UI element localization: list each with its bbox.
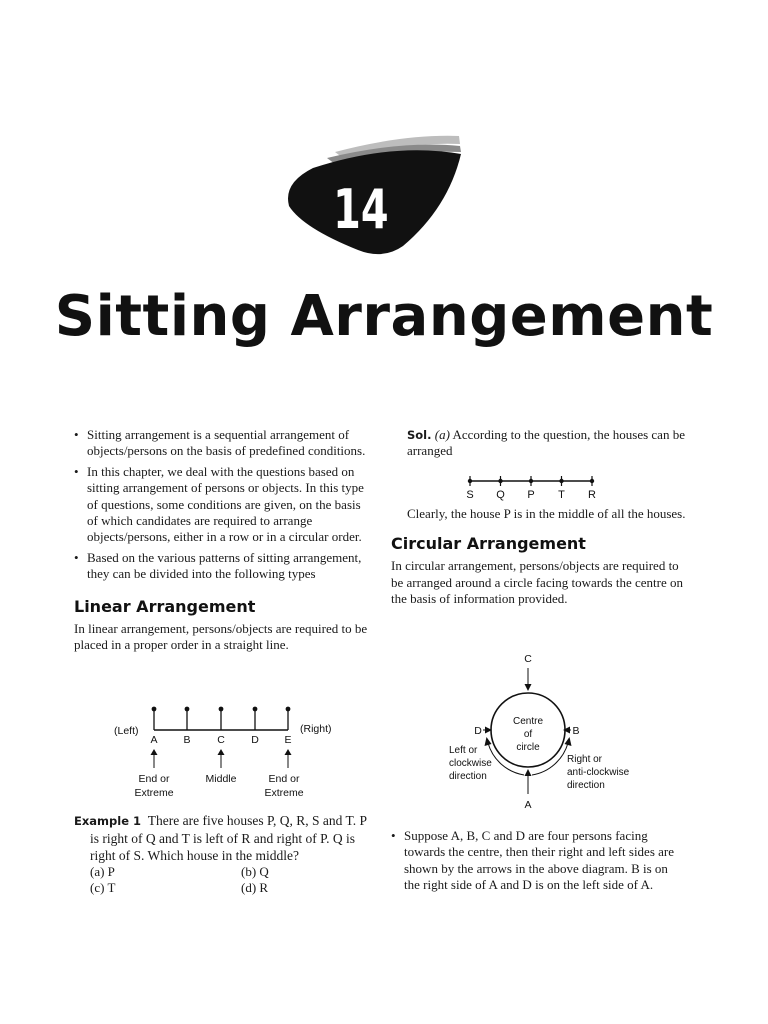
example-label: Example 1 <box>74 814 141 828</box>
order-label: R <box>588 489 596 501</box>
right-dir-line2: anti-clockwise <box>567 767 630 778</box>
solution-answer: (a) <box>434 427 450 442</box>
end-right-line2: Extreme <box>264 787 304 799</box>
intro-bullets <box>74 427 374 583</box>
pos-right: B <box>572 725 580 737</box>
middle-label: Middle <box>205 773 237 785</box>
tick <box>468 476 472 486</box>
pos-top: C <box>524 653 532 665</box>
tick <box>253 707 258 730</box>
circular-note-bullet: • Suppose A, B, C and D are four persons facing towards the centre, then their right and left sides are shown by the arrows in the above diagram. B is on the right side of A and D is on the left side of A. <box>391 828 683 894</box>
end-left-line1: End or <box>138 773 170 785</box>
option: (d) R <box>241 880 269 895</box>
circular-text: In circular arrangement, persons/objects are required to be arranged around a circle facing towards the centre on the basis of information provided. <box>391 558 683 607</box>
up-arrow <box>285 749 292 768</box>
order-label: T <box>558 489 565 501</box>
tick <box>185 707 190 730</box>
intro-bullet: • In this chapter, we deal with the questions based on sitting arrangement of persons or objects. In this type of questions, some conditions are given, on the basis of which candidates are required to arrange objects/persons, either in a row or in a circular order. <box>74 464 374 546</box>
tick <box>286 707 291 730</box>
tick <box>590 476 594 486</box>
point-label: C <box>217 734 225 746</box>
linear-heading: Linear Arrangement <box>74 596 256 616</box>
left-column <box>74 427 374 653</box>
right-column <box>391 427 691 607</box>
tick <box>152 707 157 730</box>
order-label: P <box>527 489 535 501</box>
left-dir-line3: direction <box>449 771 487 782</box>
example-question <box>74 812 374 864</box>
arrow-from-top <box>525 668 532 691</box>
point-label: B <box>183 734 191 746</box>
centre-line2: of <box>523 729 533 740</box>
right-dir-line3: direction <box>567 780 605 791</box>
right-label: (Right) <box>300 723 332 735</box>
end-left-line2: Extreme <box>134 787 174 799</box>
tick <box>219 707 224 730</box>
up-arrow <box>151 749 158 768</box>
intro-bullet: • Based on the various patterns of sitting arrangement, they can be divided into the following types <box>74 550 374 583</box>
pos-bottom: A <box>524 799 532 811</box>
option: (a) P <box>90 864 115 879</box>
option: (b) Q <box>241 864 269 879</box>
centre-line3: circle <box>516 742 540 753</box>
left-dir-line1: Left or <box>449 745 478 756</box>
arrow-from-bottom <box>525 769 532 794</box>
linear-diagram <box>74 700 374 808</box>
order-label: S <box>466 489 474 501</box>
right-dir-line1: Right or <box>567 754 603 765</box>
circular-note <box>391 828 683 898</box>
example-options <box>90 864 374 896</box>
chapter-number: 14 <box>333 177 389 242</box>
left-label: (Left) <box>114 725 139 737</box>
circular-diagram <box>440 648 640 816</box>
point-label: E <box>284 734 292 746</box>
tick <box>529 476 533 486</box>
solution-conclusion: Clearly, the house P is in the middle of all the houses. <box>407 505 686 521</box>
circular-heading: Circular Arrangement <box>391 534 586 554</box>
circular-note-list <box>391 828 683 894</box>
solution-intro <box>391 427 691 460</box>
left-dir-line2: clockwise <box>449 758 492 769</box>
example-1 <box>74 812 374 896</box>
point-label: A <box>150 734 158 746</box>
point-label: D <box>251 734 259 746</box>
solution-order-diagram <box>462 472 612 504</box>
chapter-title: Sitting Arrangement <box>54 284 714 349</box>
centre-line1: Centre <box>512 716 544 727</box>
up-arrow <box>218 749 225 768</box>
tick <box>498 476 502 486</box>
tick <box>559 476 563 486</box>
order-label: Q <box>496 489 505 501</box>
example-text: There are five houses P, Q, R, S and T. P is right of Q and T is left of R and right of P. Q is right of S. Which house in the middle? <box>90 813 367 863</box>
intro-bullet: • Sitting arrangement is a sequential arrangement of objects/persons on the basis of predefined conditions. <box>74 427 374 460</box>
option: (c) T <box>90 880 116 895</box>
chapter-number-badge <box>283 128 463 258</box>
solution-label: Sol. <box>407 428 432 442</box>
linear-text: In linear arrangement, persons/objects are required to be placed in a proper order in a straight line. <box>74 620 368 653</box>
end-right-line1: End or <box>268 773 300 785</box>
solution-text: According to the question, the houses can be arranged <box>407 427 685 459</box>
pos-left: D <box>474 725 482 737</box>
